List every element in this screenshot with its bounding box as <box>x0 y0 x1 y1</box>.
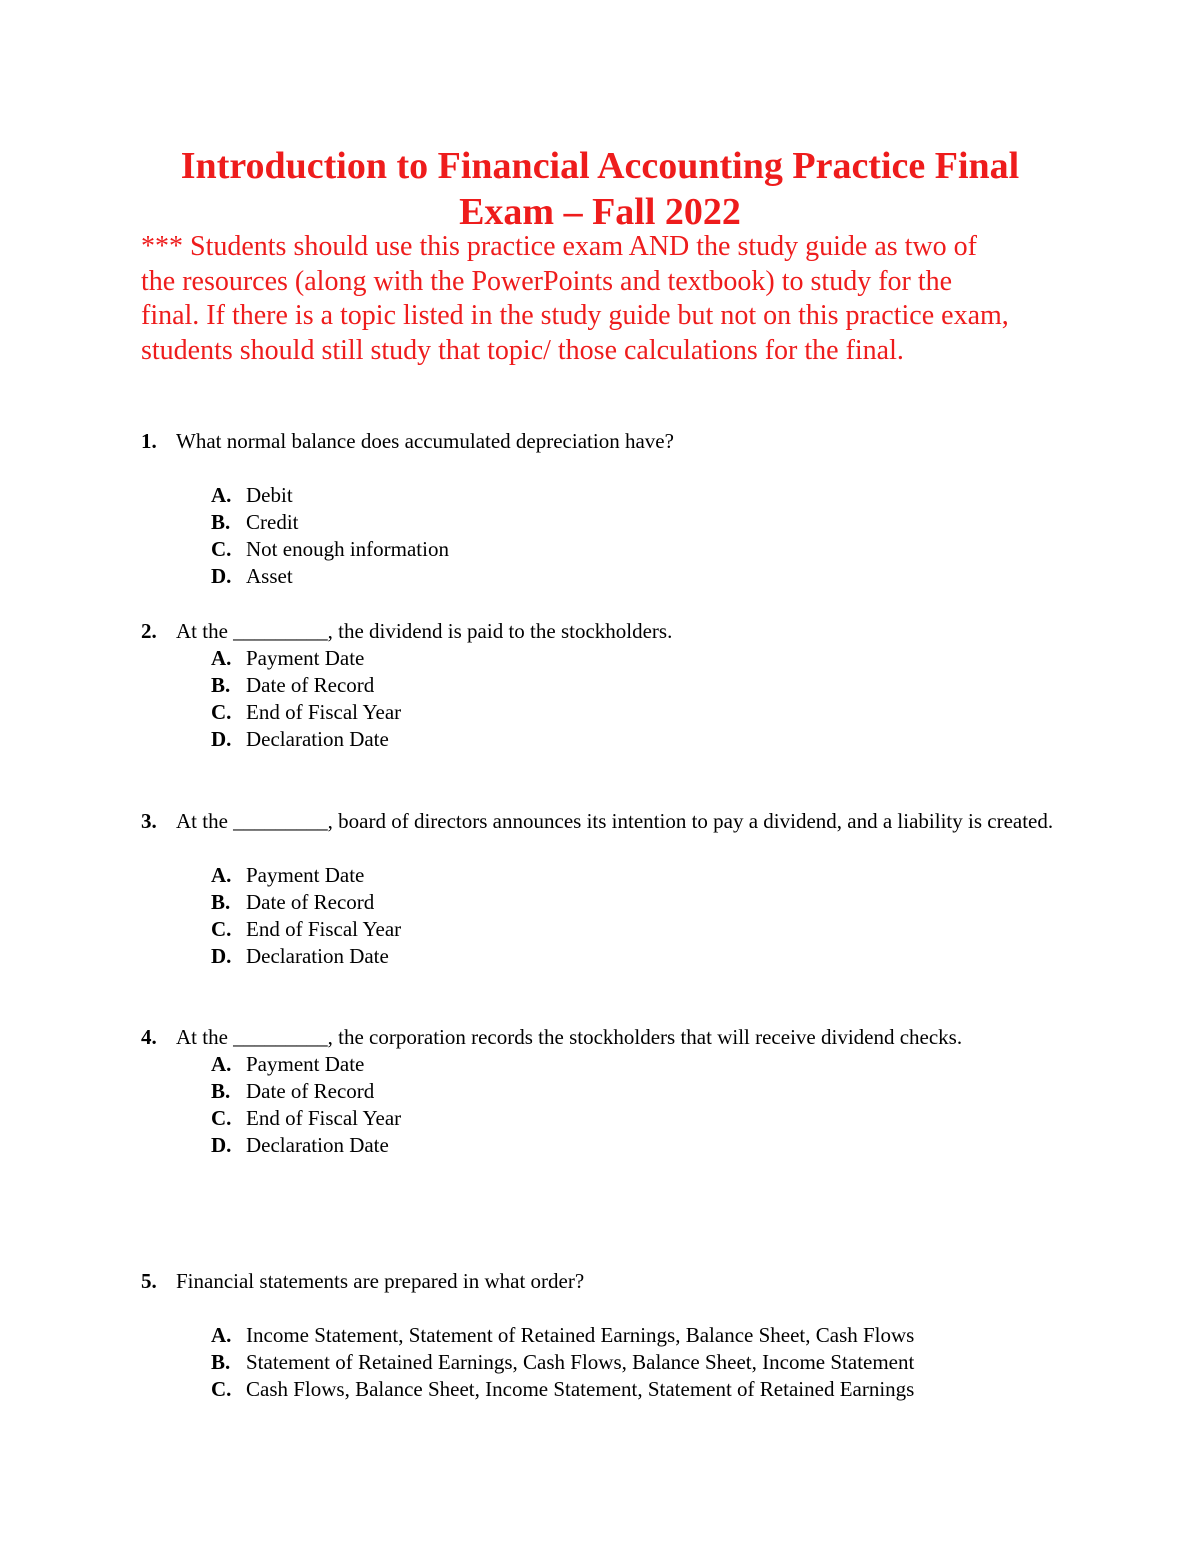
study-note-line: *** Students should use this practice exam AND the study guide as two of <box>141 231 977 262</box>
question-number: 4. <box>141 1025 157 1049</box>
study-note-line: students should still study that topic/ those calculations for the final. <box>141 334 904 366</box>
option-letter: C. <box>211 1377 232 1401</box>
option-text: Not enough information <box>246 537 449 561</box>
option-item <box>211 509 1101 536</box>
option-item <box>211 699 1101 726</box>
option-letter: B. <box>211 1350 231 1374</box>
option-text: Declaration Date <box>246 944 389 968</box>
option-item <box>211 889 1101 916</box>
option-letter: D. <box>211 564 232 588</box>
option-text: Payment Date <box>246 863 365 887</box>
option-text: Payment Date <box>246 1052 365 1076</box>
option-item <box>211 726 1101 753</box>
option-letter: A. <box>211 483 232 507</box>
option-text: End of Fiscal Year <box>246 1106 402 1130</box>
option-item <box>211 1132 1101 1159</box>
option-item <box>211 563 1101 590</box>
option-text: Asset <box>246 564 293 588</box>
option-text: End of Fiscal Year <box>246 917 402 941</box>
option-text: Date of Record <box>246 890 375 914</box>
option-item <box>211 482 1101 509</box>
option-item <box>211 1322 1101 1349</box>
option-item <box>211 672 1101 699</box>
option-item <box>211 1376 1101 1403</box>
option-list <box>211 645 1101 753</box>
study-note <box>141 230 1101 368</box>
option-item <box>211 916 1101 943</box>
study-note-line: final. If there is a topic listed in the study guide but not on this practice exam, <box>141 300 1009 331</box>
option-text: Debit <box>246 483 293 507</box>
option-text: Date of Record <box>246 673 375 697</box>
option-letter: B. <box>211 1079 231 1103</box>
option-item <box>211 1078 1101 1105</box>
question-text: What normal balance does accumulated depreciation have? <box>176 429 674 453</box>
option-item <box>211 536 1101 563</box>
option-list <box>211 1322 1101 1403</box>
option-letter: D. <box>211 727 232 751</box>
option-letter: C. <box>211 537 232 561</box>
option-item <box>211 943 1101 970</box>
option-text: Cash Flows, Balance Sheet, Income Statement, Statement of Retained Earnings <box>246 1377 915 1401</box>
option-item <box>211 862 1101 889</box>
option-letter: D. <box>211 944 232 968</box>
option-letter: A. <box>211 863 232 887</box>
option-letter: C. <box>211 917 232 941</box>
option-text: Declaration Date <box>246 727 389 751</box>
question-2 <box>141 618 1101 753</box>
option-list <box>211 862 1101 970</box>
option-letter: A. <box>211 1052 232 1076</box>
question-5 <box>141 1268 1101 1403</box>
option-text: Statement of Retained Earnings, Cash Flows, Balance Sheet, Income Statement <box>246 1350 915 1374</box>
question-text: At the _________, board of directors announces its intention to pay a dividend, and a liability is created. <box>176 809 1054 833</box>
question-3 <box>141 808 1101 970</box>
option-text: Payment Date <box>246 646 365 670</box>
option-text: Income Statement, Statement of Retained Earnings, Balance Sheet, Cash Flows <box>246 1323 915 1347</box>
question-number: 2. <box>141 619 157 643</box>
option-item <box>211 1105 1101 1132</box>
option-item <box>211 645 1101 672</box>
option-letter: B. <box>211 510 231 534</box>
option-item <box>211 1051 1101 1078</box>
option-text: Date of Record <box>246 1079 375 1103</box>
option-list <box>211 482 1101 590</box>
option-text: Declaration Date <box>246 1133 389 1157</box>
exam-title-line-1: Introduction to Financial Accounting Practice Final <box>180 145 1020 187</box>
option-list <box>211 1051 1101 1159</box>
question-number: 5. <box>141 1269 157 1293</box>
exam-title-line-2: Exam – Fall 2022 <box>459 191 741 233</box>
option-item <box>211 1349 1101 1376</box>
option-text: Credit <box>246 510 299 534</box>
option-text: End of Fiscal Year <box>246 700 402 724</box>
option-letter: B. <box>211 890 231 914</box>
question-text: Financial statements are prepared in what order? <box>176 1269 585 1293</box>
option-letter: A. <box>211 1323 232 1347</box>
option-letter: A. <box>211 646 232 670</box>
question-text: At the _________, the dividend is paid to the stockholders. <box>176 619 673 643</box>
option-letter: C. <box>211 1106 232 1130</box>
option-letter: D. <box>211 1133 232 1157</box>
question-number: 3. <box>141 809 157 833</box>
study-note-line: the resources (along with the PowerPoints and textbook) to study for the <box>141 265 953 297</box>
option-letter: B. <box>211 673 231 697</box>
question-4 <box>141 1024 1101 1159</box>
question-1 <box>141 428 1101 590</box>
question-number: 1. <box>141 429 157 453</box>
question-text: At the _________, the corporation records the stockholders that will receive dividend checks. <box>176 1025 963 1049</box>
option-letter: C. <box>211 700 232 724</box>
